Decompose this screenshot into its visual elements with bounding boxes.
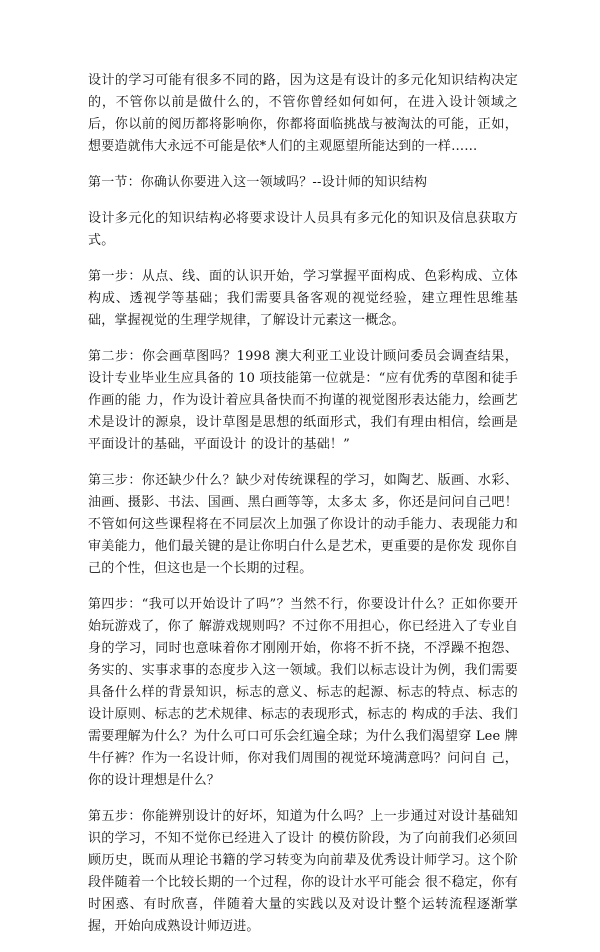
- section-intro-paragraph: 设计多元化的知识结构必将要求设计人员具有多元化的知识及信息获取方式。: [88, 211, 518, 248]
- intro-paragraph: 设计的学习可能有很多不同的路，因为这是有设计的多元化知识结构决定的，不管你以前是做什么的，不管你曾经如何如何，在进入设计领域之后，你以前的阅历都将影响你，你都将面临挑战与被淘汰的可能，正如，想要造就伟大永远不可能是依*人们的主观愿望所能达到的一样……: [88, 73, 518, 154]
- step-five-paragraph: 第五步：你能辨别设计的好坏，知道为什么吗？上一步通过对设计基础知识的学习，不知不觉你已经进入了设计 的模仿阶段，为了向前我们必须回顾历史，既而从理论书籍的学习转变为向前辈及优秀设计师学习。这个阶段伴随着一个比较长期的一个过程，你的设计水平可能会 很不稳定，你有时困惑、有时欣喜，伴随着大量的实践以及对设计整个运转流程逐渐掌握，开始向成熟设计师迈进。: [88, 809, 518, 934]
- step-three-paragraph: 第三步：你还缺少什么？缺少对传统课程的学习，如陶艺、版画、水彩、油画、摄影、书法、国画、黑白画等等，太多太 多，你还是问问自己吧！不管如何这些课程将在不同层次上加强了你设计的动手能力、表现能力和审美能力，他们最关键的是让你明白什么是艺术，更重要的是你发 现你自己的个性，但这也是一个长期的过程。: [88, 473, 518, 576]
- step-four-paragraph: 第四步：“我可以开始设计了吗”？当然不行，你要设计什么？正如你要开始玩游戏了，你了 解游戏规则吗？不过你不用担心，你已经进入了专业自身的学习，同时也意味着你才刚刚开始，你将不折不挠，不浮躁不抱怨、务实的、实事求事的态度步入这一领域。我们以标志设计为例，我们需要具备什么样的背景知识，标志的意义、标志的起源、标志的特点、标志的设计原则、标志的艺术规律、标志的表现形式，标志的 构成的手法、我们需要理解为什么？为什么可口可乐会红遍全球；为什么我们渴望穿 Lee 牌牛仔裤？作为一名设计师，你对我们周围的视觉环境满意吗？问问自 己，你的设计理想是什么？: [88, 597, 518, 788]
- step-two-paragraph: 第二步：你会画草图吗？1998 澳大利亚工业设计顾问委员会调查结果，设计专业毕业生应具备的 10 项技能第一位就是：“应有优秀的草图和徒手作画的能 力，作为设计着应具备快而不拘谨的视觉图形表达能力，绘画艺术是设计的源泉，设计草图是思想的纸面形式，我们有理由相信，绘画是平面设计的基础，平面设计 的设计的基础！”: [88, 349, 518, 452]
- section-heading: 第一节：你确认你要进入这一领域吗？--设计师的知识结构: [88, 175, 428, 190]
- document-page: [88, 70, 518, 952]
- step-one-paragraph: 第一步：从点、线、面的认识开始，学习掌握平面构成、色彩构成、立体构成、透视学等基础；我们需要具备客观的视觉经验，建立理性思维基础，掌握视觉的生理学规律，了解设计元素这一概念。: [88, 269, 518, 328]
